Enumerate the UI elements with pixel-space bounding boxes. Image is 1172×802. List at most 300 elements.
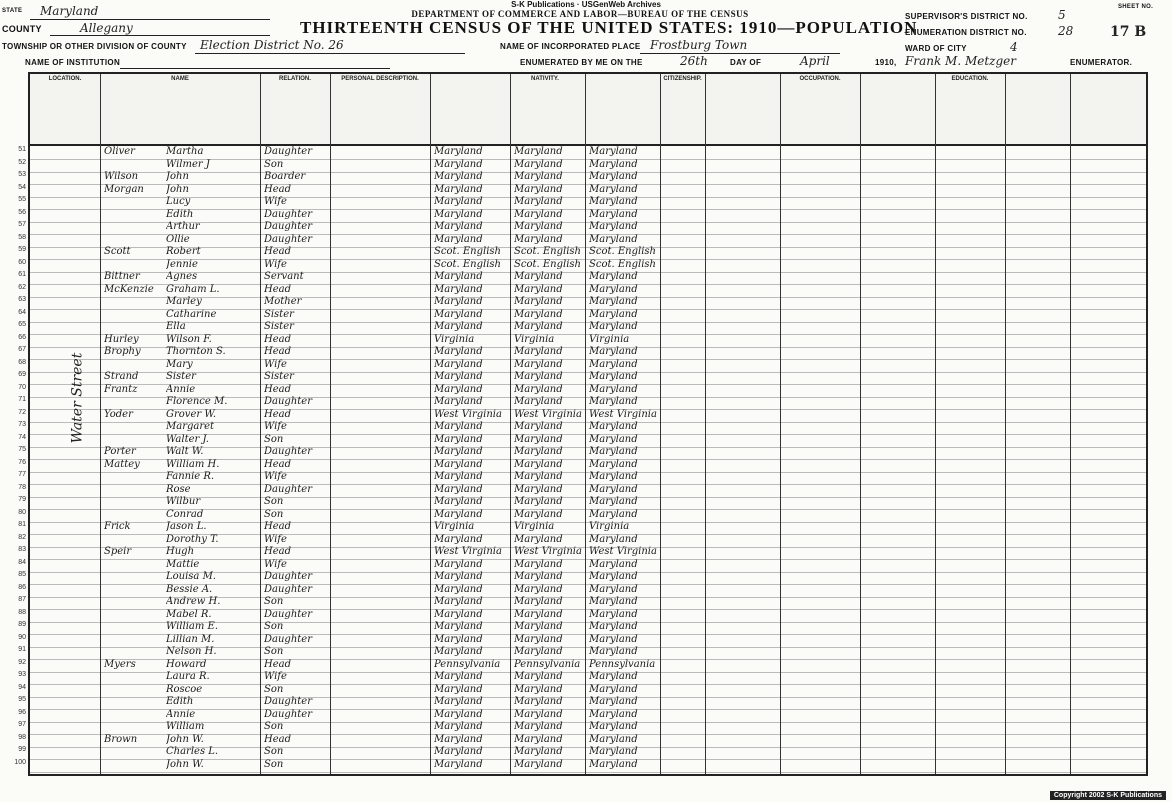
row-number: 100 bbox=[14, 758, 26, 766]
surname-cell: Hurley bbox=[104, 333, 139, 345]
enumerator-label: ENUMERATOR. bbox=[1070, 58, 1133, 67]
birthplace-cell: Maryland bbox=[434, 446, 483, 457]
surname-cell: Bittner bbox=[104, 271, 140, 282]
birthplace-cell: Maryland bbox=[434, 208, 483, 220]
relation-cell: Wife bbox=[264, 558, 287, 570]
copyright-notice: Copyright 2002 S-K Publications bbox=[1050, 791, 1166, 800]
birthplace-cell: Maryland bbox=[434, 646, 483, 657]
row-number: 98 bbox=[18, 733, 26, 741]
birthplace-cell: Maryland bbox=[434, 496, 483, 507]
mother-birthplace-cell: Maryland bbox=[589, 696, 638, 707]
given-name-cell: Thornton S. bbox=[166, 346, 226, 357]
row-number: 86 bbox=[18, 583, 26, 591]
birthplace-cell: Maryland bbox=[434, 183, 483, 195]
given-name-cell: John W. bbox=[166, 758, 204, 770]
birthplace-cell: Maryland bbox=[434, 558, 483, 570]
relation-cell: Daughter bbox=[264, 708, 312, 720]
father-birthplace-cell: Maryland bbox=[514, 671, 563, 682]
birthplace-cell: Maryland bbox=[434, 433, 483, 445]
row-number: 54 bbox=[18, 183, 26, 191]
birthplace-cell: Maryland bbox=[434, 283, 483, 295]
surname-cell: Wilson bbox=[104, 171, 139, 182]
birthplace-cell: Maryland bbox=[434, 621, 483, 632]
row-number: 73 bbox=[18, 421, 26, 428]
row-number: 81 bbox=[18, 521, 26, 528]
row-number: 97 bbox=[18, 721, 26, 728]
given-name-cell: Graham L. bbox=[166, 283, 220, 295]
given-name-cell: Grover W. bbox=[166, 408, 217, 420]
mother-birthplace-cell: Maryland bbox=[589, 371, 638, 382]
birthplace-cell: Maryland bbox=[434, 721, 483, 732]
relation-cell: Wife bbox=[264, 671, 287, 682]
surname-cell: McKenzie bbox=[104, 283, 154, 295]
birthplace-cell: West Virginia bbox=[434, 408, 502, 420]
row-number: 96 bbox=[18, 708, 26, 716]
col-education: EDUCATION. bbox=[951, 76, 989, 82]
father-birthplace-cell: Maryland bbox=[514, 608, 563, 620]
mother-birthplace-cell: Maryland bbox=[589, 508, 638, 520]
relation-cell: Wife bbox=[264, 196, 287, 207]
row-number: 99 bbox=[18, 746, 26, 753]
row-number: 55 bbox=[18, 196, 26, 203]
father-birthplace-cell: Maryland bbox=[514, 646, 563, 657]
relation-cell: Head bbox=[264, 283, 292, 295]
mother-birthplace-cell: Maryland bbox=[589, 283, 638, 295]
given-name-cell: Annie bbox=[166, 383, 196, 395]
row-number: 63 bbox=[18, 296, 26, 303]
incorporated-value: Frostburg Town bbox=[650, 38, 748, 52]
mother-birthplace-cell: Maryland bbox=[589, 683, 638, 695]
row-number: 59 bbox=[18, 246, 26, 253]
institution-label: NAME OF INSTITUTION bbox=[25, 58, 121, 67]
father-birthplace-cell: Maryland bbox=[514, 208, 563, 220]
father-birthplace-cell: Virginia bbox=[514, 333, 555, 345]
given-name-cell: Dorothy T. bbox=[166, 533, 219, 545]
father-birthplace-cell: Maryland bbox=[514, 571, 563, 582]
mother-birthplace-cell: Maryland bbox=[589, 496, 638, 507]
row-number: 88 bbox=[18, 608, 26, 616]
relation-cell: Wife bbox=[264, 533, 287, 545]
mother-birthplace-cell: Maryland bbox=[589, 758, 638, 770]
given-name-cell: Nelson H. bbox=[166, 646, 217, 657]
enum-district-value: 28 bbox=[1058, 24, 1074, 38]
birthplace-cell: Maryland bbox=[434, 421, 483, 432]
father-birthplace-cell: Maryland bbox=[514, 733, 563, 745]
father-birthplace-cell: Maryland bbox=[514, 758, 563, 770]
mother-birthplace-cell: Maryland bbox=[589, 346, 638, 357]
row-number: 53 bbox=[18, 171, 26, 178]
father-birthplace-cell: Maryland bbox=[514, 446, 563, 457]
mother-birthplace-cell: Maryland bbox=[589, 196, 638, 207]
relation-cell: Wife bbox=[264, 358, 287, 370]
given-name-cell: Margaret bbox=[166, 421, 215, 432]
surname-cell: Myers bbox=[104, 658, 136, 670]
father-birthplace-cell: Maryland bbox=[514, 371, 563, 382]
birthplace-cell: Maryland bbox=[434, 533, 483, 545]
given-name-cell: Martha bbox=[166, 146, 204, 157]
given-name-cell: John bbox=[166, 171, 189, 182]
father-birthplace-cell: Maryland bbox=[514, 158, 563, 170]
enumerated-label: ENUMERATED BY ME ON THE bbox=[520, 58, 643, 67]
birthplace-cell: Maryland bbox=[434, 233, 483, 245]
mother-birthplace-cell: Maryland bbox=[589, 633, 638, 645]
birthplace-cell: Maryland bbox=[434, 746, 483, 757]
row-number: 72 bbox=[18, 408, 26, 416]
relation-cell: Wife bbox=[264, 421, 287, 432]
relation-cell: Son bbox=[264, 433, 284, 445]
given-name-cell: Bessie A. bbox=[166, 583, 213, 595]
mother-birthplace-cell: Maryland bbox=[589, 608, 638, 620]
column-header-band bbox=[30, 74, 1146, 146]
father-birthplace-cell: Maryland bbox=[514, 271, 563, 282]
mother-birthplace-cell: Pennsylvania bbox=[589, 658, 656, 670]
given-name-cell: Wilmer J bbox=[166, 158, 210, 170]
row-number: 67 bbox=[18, 346, 26, 353]
father-birthplace-cell: Maryland bbox=[514, 596, 563, 607]
mother-birthplace-cell: Maryland bbox=[589, 671, 638, 682]
father-birthplace-cell: Maryland bbox=[514, 433, 563, 445]
surname-cell: Strand bbox=[104, 371, 139, 382]
mother-birthplace-cell: Maryland bbox=[589, 396, 638, 407]
surname-cell: Mattey bbox=[104, 458, 140, 470]
row-number: 93 bbox=[18, 671, 26, 678]
given-name-cell: Ollie bbox=[166, 233, 190, 245]
relation-cell: Son bbox=[264, 621, 284, 632]
mother-birthplace-cell: Maryland bbox=[589, 158, 638, 170]
col-citizenship: CITIZENSHIP. bbox=[663, 76, 702, 82]
given-name-cell: Laura R. bbox=[166, 671, 210, 682]
birthplace-cell: Maryland bbox=[434, 596, 483, 607]
mother-birthplace-cell: Scot. English bbox=[589, 246, 656, 257]
father-birthplace-cell: Maryland bbox=[514, 233, 563, 245]
given-name-cell: Rose bbox=[166, 483, 191, 495]
given-name-cell: William H. bbox=[166, 458, 220, 470]
col-relation: RELATION. bbox=[279, 76, 311, 82]
sheet-value: 17 B bbox=[1110, 24, 1147, 40]
given-name-cell: Andrew H. bbox=[166, 596, 221, 607]
col-nativity: NATIVITY. bbox=[531, 76, 559, 82]
birthplace-cell: Maryland bbox=[434, 158, 483, 170]
enumerated-month: April bbox=[800, 54, 830, 68]
birthplace-cell: Maryland bbox=[434, 696, 483, 707]
row-number: 64 bbox=[18, 308, 26, 316]
birthplace-cell: Maryland bbox=[434, 358, 483, 370]
given-name-cell: Arthur bbox=[166, 221, 200, 232]
surname-cell: Scott bbox=[104, 246, 131, 257]
given-name-cell: John W. bbox=[166, 733, 204, 745]
mother-birthplace-cell: West Virginia bbox=[589, 546, 657, 557]
father-birthplace-cell: Maryland bbox=[514, 383, 563, 395]
relation-cell: Daughter bbox=[264, 696, 312, 707]
township-label: TOWNSHIP OR OTHER DIVISION OF COUNTY bbox=[2, 42, 187, 51]
given-name-cell: Wilbur bbox=[166, 496, 201, 507]
father-birthplace-cell: Maryland bbox=[514, 471, 563, 482]
row-number: 74 bbox=[18, 433, 26, 441]
relation-cell: Daughter bbox=[264, 233, 312, 245]
father-birthplace-cell: Maryland bbox=[514, 533, 563, 545]
given-name-cell: Hugh bbox=[166, 546, 195, 557]
given-name-cell: William E. bbox=[166, 621, 218, 632]
birthplace-cell: Maryland bbox=[434, 571, 483, 582]
birthplace-cell: Maryland bbox=[434, 221, 483, 232]
row-number: 91 bbox=[18, 646, 26, 653]
relation-cell: Daughter bbox=[264, 633, 312, 645]
ward-label: WARD OF CITY bbox=[905, 44, 967, 53]
relation-cell: Head bbox=[264, 333, 292, 345]
surname-cell: Yoder bbox=[104, 408, 133, 420]
birthplace-cell: Maryland bbox=[434, 683, 483, 695]
surname-cell: Frick bbox=[104, 521, 131, 532]
birthplace-cell: Maryland bbox=[434, 608, 483, 620]
birthplace-cell: Maryland bbox=[434, 296, 483, 307]
relation-cell: Daughter bbox=[264, 446, 312, 457]
row-number: 92 bbox=[18, 658, 26, 666]
census-table bbox=[14, 72, 1148, 776]
mother-birthplace-cell: Maryland bbox=[589, 296, 638, 307]
given-name-cell: Florence M. bbox=[166, 396, 228, 407]
birthplace-cell: Maryland bbox=[434, 171, 483, 182]
mother-birthplace-cell: Virginia bbox=[589, 333, 630, 345]
mother-birthplace-cell: Maryland bbox=[589, 171, 638, 182]
birthplace-cell: Maryland bbox=[434, 271, 483, 282]
relation-cell: Head bbox=[264, 246, 292, 257]
mother-birthplace-cell: Maryland bbox=[589, 146, 638, 157]
mother-birthplace-cell: Maryland bbox=[589, 708, 638, 720]
father-birthplace-cell: Maryland bbox=[514, 396, 563, 407]
row-number: 78 bbox=[18, 483, 26, 491]
birthplace-cell: Scot. English bbox=[434, 258, 501, 270]
birthplace-cell: Maryland bbox=[434, 633, 483, 645]
row-number: 94 bbox=[18, 683, 26, 691]
father-birthplace-cell: Maryland bbox=[514, 746, 563, 757]
given-name-cell: Jason L. bbox=[166, 521, 207, 532]
enum-district-label: ENUMERATION DISTRICT NO. bbox=[905, 28, 1027, 37]
row-number: 75 bbox=[18, 446, 26, 453]
ward-value: 4 bbox=[1010, 40, 1018, 54]
row-number: 60 bbox=[18, 258, 26, 266]
given-name-cell: Marley bbox=[166, 296, 202, 307]
county-label: COUNTY bbox=[2, 24, 42, 34]
father-birthplace-cell: Pennsylvania bbox=[514, 658, 581, 670]
given-name-cell: Sister bbox=[166, 371, 196, 382]
row-number: 69 bbox=[18, 371, 26, 378]
relation-cell: Servant bbox=[264, 271, 304, 282]
mother-birthplace-cell: Maryland bbox=[589, 746, 638, 757]
relation-cell: Daughter bbox=[264, 608, 312, 620]
mother-birthplace-cell: Maryland bbox=[589, 483, 638, 495]
relation-cell: Wife bbox=[264, 258, 287, 270]
mother-birthplace-cell: Maryland bbox=[589, 571, 638, 582]
mother-birthplace-cell: Maryland bbox=[589, 583, 638, 595]
given-name-cell: Lillian M. bbox=[166, 633, 215, 645]
father-birthplace-cell: Maryland bbox=[514, 721, 563, 732]
surname-cell: Brown bbox=[104, 733, 138, 745]
mother-birthplace-cell: Maryland bbox=[589, 421, 638, 432]
row-number: 89 bbox=[18, 621, 26, 628]
father-birthplace-cell: Scot. English bbox=[514, 246, 581, 257]
father-birthplace-cell: Maryland bbox=[514, 283, 563, 295]
given-name-cell: Jennie bbox=[166, 258, 198, 270]
given-name-cell: William bbox=[166, 721, 205, 732]
relation-cell: Daughter bbox=[264, 396, 312, 407]
father-birthplace-cell: Maryland bbox=[514, 583, 563, 595]
birthplace-cell: Maryland bbox=[434, 471, 483, 482]
birthplace-cell: Maryland bbox=[434, 346, 483, 357]
birthplace-cell: Virginia bbox=[434, 333, 475, 345]
relation-cell: Son bbox=[264, 746, 284, 757]
given-name-cell: Edith bbox=[166, 696, 194, 707]
relation-cell: Sister bbox=[264, 371, 294, 382]
row-number: 76 bbox=[18, 458, 26, 466]
given-name-cell: Annie bbox=[166, 708, 196, 720]
row-number: 56 bbox=[18, 208, 26, 216]
father-birthplace-cell: Maryland bbox=[514, 221, 563, 232]
father-birthplace-cell: Maryland bbox=[514, 558, 563, 570]
surname-cell: Morgan bbox=[104, 183, 144, 195]
given-name-cell: Mattie bbox=[166, 558, 200, 570]
mother-birthplace-cell: Maryland bbox=[589, 721, 638, 732]
given-name-cell: Mary bbox=[166, 358, 193, 370]
mother-birthplace-cell: Maryland bbox=[589, 458, 638, 470]
table-row bbox=[14, 758, 1146, 773]
birthplace-cell: Maryland bbox=[434, 508, 483, 520]
mother-birthplace-cell: Maryland bbox=[589, 446, 638, 457]
father-birthplace-cell: West Virginia bbox=[514, 408, 582, 420]
mother-birthplace-cell: Maryland bbox=[589, 183, 638, 195]
birthplace-cell: Maryland bbox=[434, 708, 483, 720]
given-name-cell: Howard bbox=[166, 658, 207, 670]
relation-cell: Son bbox=[264, 596, 284, 607]
surname-cell: Speir bbox=[104, 546, 132, 557]
birthplace-cell: Maryland bbox=[434, 383, 483, 395]
birthplace-cell: Maryland bbox=[434, 371, 483, 382]
col-occupation: OCCUPATION. bbox=[799, 76, 841, 82]
col-personal: PERSONAL DESCRIPTION. bbox=[341, 76, 419, 82]
birthplace-cell: Maryland bbox=[434, 671, 483, 682]
relation-cell: Head bbox=[264, 383, 292, 395]
father-birthplace-cell: Virginia bbox=[514, 521, 555, 532]
row-number: 83 bbox=[18, 546, 26, 553]
birthplace-cell: Maryland bbox=[434, 458, 483, 470]
father-birthplace-cell: Maryland bbox=[514, 621, 563, 632]
relation-cell: Son bbox=[264, 721, 284, 732]
mother-birthplace-cell: Maryland bbox=[589, 271, 638, 282]
father-birthplace-cell: Maryland bbox=[514, 308, 563, 320]
relation-cell: Son bbox=[264, 758, 284, 770]
father-birthplace-cell: Maryland bbox=[514, 683, 563, 695]
mother-birthplace-cell: Virginia bbox=[589, 521, 630, 532]
mother-birthplace-cell: Maryland bbox=[589, 558, 638, 570]
birthplace-cell: Maryland bbox=[434, 733, 483, 745]
given-name-cell: Walter J. bbox=[166, 433, 209, 445]
father-birthplace-cell: Maryland bbox=[514, 321, 563, 332]
mother-birthplace-cell: Maryland bbox=[589, 233, 638, 245]
row-number: 90 bbox=[18, 633, 26, 641]
relation-cell: Head bbox=[264, 408, 292, 420]
row-number: 80 bbox=[18, 508, 26, 516]
supervisor-label: SUPERVISOR'S DISTRICT NO. bbox=[905, 12, 1028, 21]
row-number: 71 bbox=[18, 396, 26, 403]
father-birthplace-cell: Maryland bbox=[514, 196, 563, 207]
margin-note: Water Street bbox=[69, 352, 86, 444]
given-name-cell: Robert bbox=[166, 246, 201, 257]
day-of-label: DAY OF bbox=[730, 58, 762, 67]
relation-cell: Son bbox=[264, 646, 284, 657]
row-number: 82 bbox=[18, 533, 26, 541]
birthplace-cell: Maryland bbox=[434, 396, 483, 407]
father-birthplace-cell: Maryland bbox=[514, 346, 563, 357]
enumerated-day: 26th bbox=[680, 54, 708, 68]
row-number: 52 bbox=[18, 158, 26, 166]
father-birthplace-cell: Maryland bbox=[514, 358, 563, 370]
father-birthplace-cell: Maryland bbox=[514, 633, 563, 645]
row-number: 85 bbox=[18, 571, 26, 578]
relation-cell: Head bbox=[264, 183, 292, 195]
surname-cell: Brophy bbox=[104, 346, 141, 357]
mother-birthplace-cell: Maryland bbox=[589, 308, 638, 320]
enumerator-value: Frank M. Metzger bbox=[905, 54, 1016, 68]
row-number: 62 bbox=[18, 283, 26, 291]
department-line: DEPARTMENT OF COMMERCE AND LABOR—BUREAU OF THE CENSUS bbox=[411, 9, 749, 19]
relation-cell: Head bbox=[264, 521, 292, 532]
given-name-cell: Agnes bbox=[166, 271, 198, 282]
relation-cell: Son bbox=[264, 508, 284, 520]
relation-cell: Head bbox=[264, 458, 292, 470]
col-location: LOCATION. bbox=[48, 76, 82, 82]
state-label: STATE bbox=[2, 8, 23, 14]
birthplace-cell: Maryland bbox=[434, 321, 483, 332]
mother-birthplace-cell: Maryland bbox=[589, 221, 638, 232]
birthplace-cell: Virginia bbox=[434, 521, 475, 532]
surname-cell: Frantz bbox=[104, 383, 138, 395]
incorporated-label: NAME OF INCORPORATED PLACE bbox=[500, 42, 641, 51]
relation-cell: Daughter bbox=[264, 208, 312, 220]
given-name-cell: Roscoe bbox=[166, 683, 203, 695]
row-number: 66 bbox=[18, 333, 26, 341]
relation-cell: Head bbox=[264, 546, 292, 557]
father-birthplace-cell: Maryland bbox=[514, 458, 563, 470]
father-birthplace-cell: Maryland bbox=[514, 421, 563, 432]
row-number: 61 bbox=[18, 271, 26, 278]
row-number: 87 bbox=[18, 596, 26, 603]
mother-birthplace-cell: Maryland bbox=[589, 433, 638, 445]
relation-cell: Daughter bbox=[264, 146, 312, 157]
father-birthplace-cell: Maryland bbox=[514, 483, 563, 495]
relation-cell: Head bbox=[264, 346, 292, 357]
given-name-cell: Charles L. bbox=[166, 746, 219, 757]
relation-cell: Daughter bbox=[264, 483, 312, 495]
given-name-cell: John bbox=[166, 183, 189, 195]
sheet-label: SHEET NO. bbox=[1118, 4, 1154, 10]
mother-birthplace-cell: Maryland bbox=[589, 321, 638, 332]
relation-cell: Head bbox=[264, 733, 292, 745]
birthplace-cell: West Virginia bbox=[434, 546, 502, 557]
row-number: 68 bbox=[18, 358, 26, 366]
relation-cell: Wife bbox=[264, 471, 287, 482]
county-value: Allegany bbox=[80, 21, 133, 35]
relation-cell: Son bbox=[264, 496, 284, 507]
relation-cell: Mother bbox=[264, 296, 302, 307]
given-name-cell: Walt W. bbox=[166, 446, 204, 457]
father-birthplace-cell: Maryland bbox=[514, 146, 563, 157]
relation-cell: Sister bbox=[264, 308, 294, 320]
mother-birthplace-cell: Maryland bbox=[589, 383, 638, 395]
mother-birthplace-cell: Maryland bbox=[589, 646, 638, 657]
mother-birthplace-cell: Maryland bbox=[589, 471, 638, 482]
row-number: 95 bbox=[18, 696, 26, 703]
row-number: 65 bbox=[18, 321, 26, 328]
father-birthplace-cell: Maryland bbox=[514, 171, 563, 182]
